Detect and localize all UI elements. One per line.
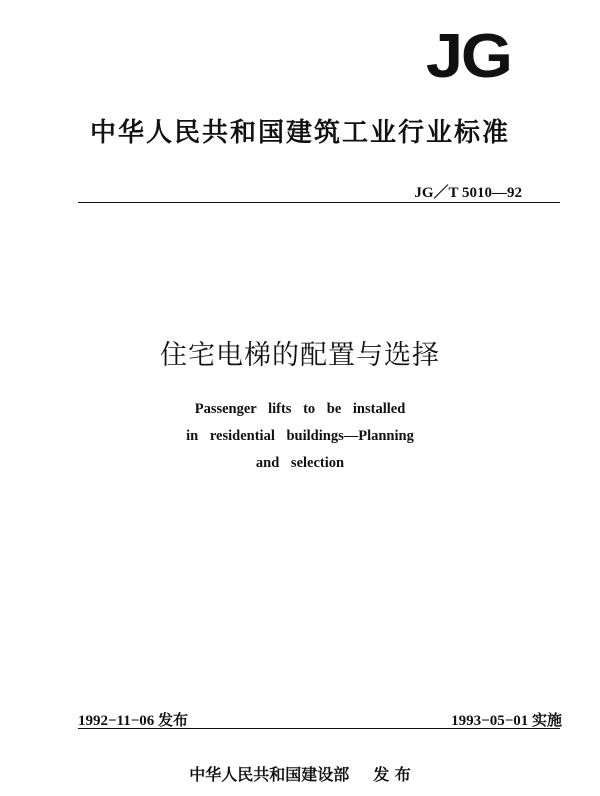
english-title-line-2: in residential buildings—Planning	[186, 428, 414, 444]
english-title-line-1: Passenger lifts to be installed	[194, 401, 406, 417]
jg-logo: JG	[426, 22, 512, 91]
english-title-line-3: and selection	[255, 455, 345, 471]
issue-date: 1992−11−06 发布	[78, 713, 189, 729]
footer-divider	[78, 728, 560, 729]
chinese-title: 住宅电梯的配置与选择	[160, 340, 440, 371]
english-title	[0, 396, 600, 477]
header-divider	[78, 202, 560, 203]
organization-title: 中华人民共和国建筑工业行业标准	[89, 118, 510, 148]
publisher-name: 中华人民共和国建设部	[189, 765, 350, 784]
standard-code: JG／T 5010—92	[414, 185, 522, 201]
publisher-action: 发 布	[373, 765, 411, 784]
implementation-date: 1993−05−01 实施	[451, 713, 562, 729]
publisher-line	[0, 762, 600, 785]
